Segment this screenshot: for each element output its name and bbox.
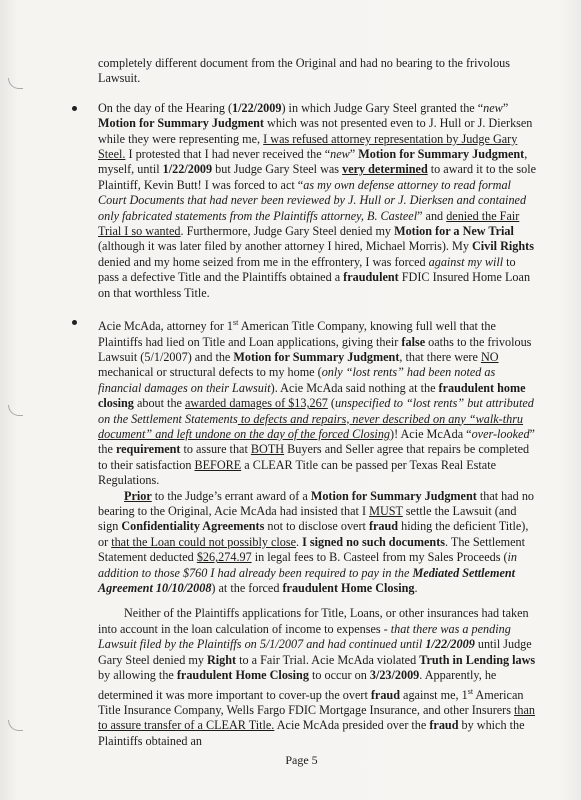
bullet-icon	[72, 106, 77, 111]
paragraph-plaintiffs-applications: Neither of the Plaintiffs applications for Title, Loans, or other insurances had taken into account in the loan calculation of income to expenses - that there was a pending Lawsuit filed by the Plaintiffs on 5/1/2007 and had continued until 1/22/2009 until Judge Gary Steel denied my Right to a Fair Trial. Acie McAda violated Truth in Lending laws by allowing the fraudulent Home Closing to occur on 3/23/2009. Apparently, he determined it was more important to cover-up the overt fraud against me, 1st American Title Insurance Company, Wells Fargo FDIC Mortgage Insurance, and other Insurers than to assure transfer of a CLEAR Title. Acie McAda presided over the fraud by which the Plaintiffs obtained an	[98, 606, 536, 748]
bullet-paragraph-mcada: Acie McAda, attorney for 1st American Title Company, knowing full well that the Plaintiffs had lied on Title and Loan applications, giving their false oaths to the frivolous Lawsuit (5/1/2007) and the Motion for Summary Judgment, that there were NO mechanical or structural defects to my home (only “lost rents” had been noted as financial damages on their Lawsuit). Acie McAda said nothing at the fraudulent home closing about the awarded damages of $13,267 (unspecified to “lost rents” but attributed on the Settlement Statements to defects and repairs, never described on any “walk-thru document” and left undone on the day of the forced Closing)! Acie McAda “over-looked” the requirement to assure that BOTH Buyers and Seller agree that repairs be completed to their satisfaction BEFORE a CLEAR Title can be passed per Texas Real Estate Regulations.	[88, 315, 538, 489]
document-body	[88, 56, 538, 749]
bullet-paragraph-hearing: On the day of the Hearing (1/22/2009) in which Judge Gary Steel granted the “new” Motion for Summary Judgment which was not presented even to J. Hull or J. Dierksen while they were representing me, I was refused attorney representation by Judge Gary Steel. I protested that I had never received the “new” Motion for Summary Judgment, myself, until 1/22/2009 but Judge Gary Steel was very determined to award it to the sole Plaintiff, Kevin Butt! I was forced to act “as my own defense attorney to read formal Court Documents that had never been reviewed by J. Hull or J. Dierksen and contained only fabricated statements from the Plaintiffs attorney, B. Casteel” and denied the Fair Trial I so wanted. Furthermore, Judge Gary Steel denied my Motion for a New Trial (although it was later filed by another attorney I hired, Michael Morris). My Civil Rights denied and my home seized from me in the effrontery, I was forced against my will to pass a defective Title and the Plaintiffs obtained a fraudulent FDIC Insured Home Loan on that worthless Title.	[88, 101, 538, 301]
page-number: Page 5	[285, 753, 318, 767]
punch-hole-mark	[8, 405, 23, 416]
paragraph-prior-award: Prior to the Judge’s errant award of a Motion for Summary Judgment that had no bearing to the Original, Acie McAda had insisted that I MUST settle the Lawsuit (and sign Confidentiality Agreements not to disclose overt fraud hiding the deficient Title), or that the Loan could not possibly close. I signed no such documents. The Settlement Statement deducted $26,274.97 in legal fees to B. Casteel from my Sales Proceeds (in addition to those $760 I had already been required to pay in the Mediated Settlement Agreement 10/10/2008) at the forced fraudulent Home Closing.	[98, 488, 535, 596]
punch-hole-mark	[8, 78, 23, 89]
intro-paragraph: completely different document from the Original and had no bearing to the frivolous Lawsuit.	[98, 56, 511, 86]
punch-hole-mark	[8, 720, 23, 731]
bullet-icon	[72, 320, 77, 325]
